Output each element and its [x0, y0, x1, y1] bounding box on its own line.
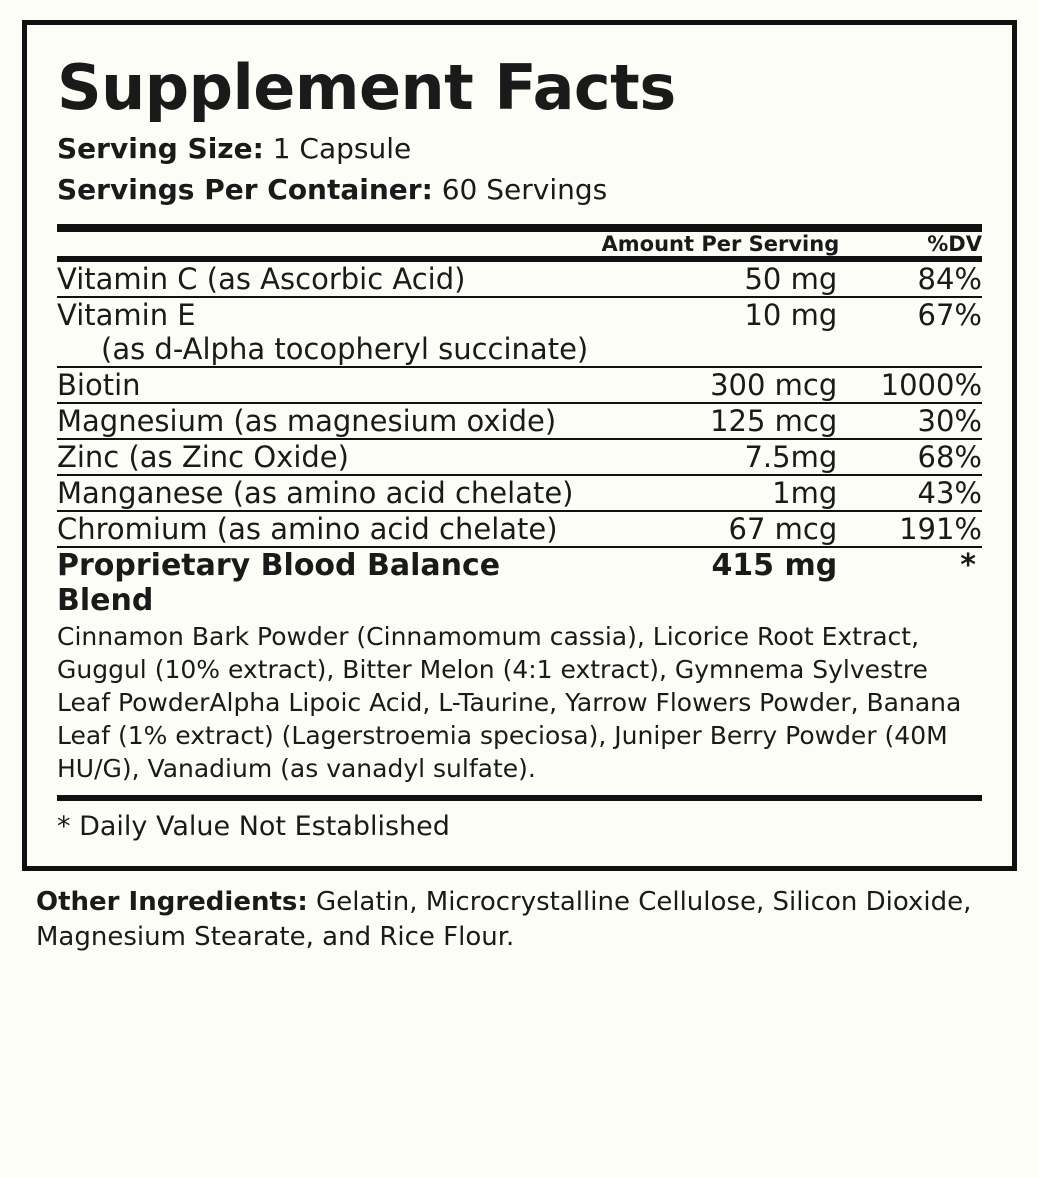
nutrient-dv: 68%: [843, 439, 982, 475]
nutrient-dv: 191%: [843, 511, 982, 547]
proprietary-blend-row: [57, 547, 982, 618]
blend-dv: *: [960, 548, 976, 584]
nutrient-amount: 10 mg: [594, 297, 844, 367]
nutrient-amount: 50 mg: [594, 262, 844, 297]
nutrient-name-sub: (as d-Alpha tocopheryl succinate): [101, 332, 589, 367]
servings-per-container-label: Servings Per Container:: [57, 172, 433, 206]
daily-value-note: * Daily Value Not Established: [57, 811, 450, 843]
other-ingredients: [22, 871, 1017, 955]
nutrient-name: Chromium (as amino acid chelate): [57, 511, 594, 547]
other-ingredients-label: Other Ingredients:: [36, 887, 308, 918]
servings-per-container-line: [57, 170, 982, 211]
nutrient-name-main: Vitamin E: [57, 298, 196, 333]
nutrient-dv: 1000%: [843, 367, 982, 403]
nutrient-dv: 43%: [843, 475, 982, 511]
blend-name: Proprietary Blood Balance Blend: [57, 548, 501, 619]
page-title: Supplement Facts: [57, 51, 676, 124]
table-row: [57, 439, 982, 475]
nutrient-name: Zinc (as Zinc Oxide): [57, 439, 594, 475]
table-row: [57, 475, 982, 511]
table-row: [57, 367, 982, 403]
supplement-facts-panel: [22, 20, 1017, 871]
nutrient-name: Biotin: [57, 367, 594, 403]
nutrient-amount: 125 mcg: [594, 403, 844, 439]
blend-amount: 415 mg: [711, 548, 838, 584]
divider-top-thick: [57, 224, 982, 232]
table-row: [57, 511, 982, 547]
nutrient-amount: 7.5mg: [594, 439, 844, 475]
column-header-amount: Amount Per Serving: [601, 232, 840, 257]
nutrient-dv: 67%: [843, 297, 982, 367]
serving-size-value: 1 Capsule: [272, 132, 412, 165]
nutrition-table: [57, 232, 982, 256]
nutrient-name: [57, 297, 594, 367]
nutrient-dv: 84%: [843, 262, 982, 297]
column-header-dv: %DV: [927, 232, 982, 257]
nutrient-amount: 67 mcg: [594, 511, 844, 547]
serving-size-line: [57, 129, 982, 170]
table-header-row: [57, 232, 982, 256]
nutrient-name: Magnesium (as magnesium oxide): [57, 403, 594, 439]
nutrient-amount: 1mg: [594, 475, 844, 511]
table-row: [57, 262, 982, 297]
nutrient-amount: 300 mcg: [594, 367, 844, 403]
column-header-name: [57, 232, 594, 256]
servings-per-container-value: 60 Servings: [441, 172, 608, 206]
table-row: [57, 403, 982, 439]
serving-size-label: Serving Size:: [57, 132, 264, 165]
nutrient-name: Vitamin C (as Ascorbic Acid): [57, 262, 594, 297]
other-ingredients-value: Gelatin, Microcrystalline Cellulose, Silicon Dioxide, Magnesium Stearate, and Rice Flour.: [36, 887, 972, 953]
table-row: [57, 297, 982, 367]
nutrient-dv: 30%: [843, 403, 982, 439]
nutrient-name: Manganese (as amino acid chelate): [57, 475, 594, 511]
nutrient-rows-table: [57, 262, 982, 618]
blend-ingredients-text: Cinnamon Bark Powder (Cinnamomum cassia), Licorice Root Extract, Guggul (10% extract), Bitter Melon (4:1 extract), Gymnema Sylvestre Leaf PowderAlpha Lipoic Acid, L-Taurine, Yarrow Flowers Powder, Banana Leaf (1% extract) (Lagerstroemia speciosa), Juniper Berry Powder (40M HU/G), Vanadium (as vanadyl sulfate).: [57, 622, 962, 784]
